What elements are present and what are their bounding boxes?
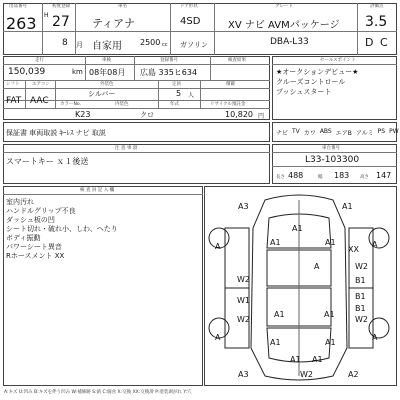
displacement-unit: cc <box>162 42 168 48</box>
damage-code: A3 <box>238 202 249 211</box>
color-no-value: K23 <box>75 110 91 119</box>
lot-label: 出品番号 <box>9 4 27 9</box>
plate-label: 登録番号 <box>160 58 178 63</box>
length-label: 長さ <box>276 175 285 180</box>
damage-code: A1 <box>325 338 336 347</box>
grade-label: グレード <box>275 4 293 9</box>
mileage-value: 150,039 <box>8 67 46 77</box>
color-value: シルバー <box>88 90 116 98</box>
color-label: 外装色 <box>100 82 114 87</box>
equip-nav: ナビ <box>276 130 289 137</box>
damage-code: A <box>372 240 378 249</box>
damage-code: B1 <box>355 292 366 301</box>
model-name: ティアナ <box>92 17 136 30</box>
damage-code: A1 <box>270 338 281 347</box>
damage-code: A1 <box>325 238 336 247</box>
inspector-line-6: パワーシート異音 <box>6 243 62 251</box>
width-label: 幅 <box>318 175 323 180</box>
notes-text: スマートキー ｘ１後送 <box>6 157 89 166</box>
equip-leather: カワ <box>303 130 316 137</box>
height-value: 147 <box>376 171 392 180</box>
mileage-label: 走行 <box>35 58 44 63</box>
inspector-line-2: ハンドルグリップ不良 <box>6 207 76 215</box>
int-color-label: 内装色 <box>115 102 129 107</box>
load-label: 積載 <box>226 82 235 87</box>
width-value: 183 <box>334 171 350 180</box>
equip-alloy: アルミ <box>355 130 374 137</box>
damage-code: A1 <box>274 310 285 319</box>
capacity-value: 5 <box>176 89 182 98</box>
model-label: 車名 <box>118 4 127 9</box>
damage-code: A1 <box>312 355 323 364</box>
damage-code: B1 <box>355 304 366 313</box>
damage-code: A <box>215 333 221 342</box>
damage-code: W2 <box>237 315 250 324</box>
recycle-unit: 円 <box>258 113 265 120</box>
damage-code: A <box>215 242 221 251</box>
model-code: DBA-L33 <box>270 37 309 47</box>
docs-text: 保証書 車両取説 ｷｰﾚｽ ナビ 取説 <box>6 129 106 137</box>
inspection-value: 08年08月 <box>89 68 126 77</box>
int-color-value: クロ <box>140 111 154 119</box>
chassis-label: 車台番号 <box>322 146 340 151</box>
damage-code: A <box>314 262 320 271</box>
score-value: 3.5 <box>365 14 388 30</box>
height-label: 高さ <box>360 175 369 180</box>
equip-airbag: エアB <box>335 130 352 137</box>
ext-score: C <box>380 36 388 49</box>
displacement-value: 2500 <box>140 38 161 47</box>
notes-title: 注 意 事 項 <box>115 146 138 151</box>
damage-code: W2 <box>237 275 250 284</box>
shift-value: FAT <box>6 96 22 106</box>
equip-abs: ABS <box>319 128 332 135</box>
damage-code: W2 <box>300 370 313 379</box>
equip-tv: TV <box>292 128 300 135</box>
chassis-value: L33-103300 <box>305 155 360 165</box>
inspection-result-label: 検査結果 <box>228 58 246 63</box>
damage-code: A1 <box>270 238 281 247</box>
damage-code: A2 <box>348 370 359 379</box>
damage-legend: A:キズ U:凹み B:キズを伴う凹み W:補修跡 S:錆 C:腐食 X:交換 XX:交換済 P:塗装剥がれ Y:穴 <box>4 390 192 395</box>
sales-point-2: クルーズコントロール <box>276 78 346 86</box>
recycle-label: リサイクル預託金 <box>210 102 246 107</box>
score-label: 評価点 <box>370 4 384 9</box>
damage-code: W1 <box>237 296 250 305</box>
damage-code: A1 <box>292 224 303 233</box>
year-label: 初度登録 <box>52 4 70 9</box>
damage-code: A1 <box>342 202 353 211</box>
damage-code: B1 <box>355 276 366 285</box>
damage-code: W2 <box>355 315 368 324</box>
inspection-label: 車検 <box>102 58 111 63</box>
damage-code: A1 <box>290 355 301 364</box>
inspector-title: 検 査 員 記 入 欄 <box>80 188 115 193</box>
equip-ps: PS <box>377 128 386 135</box>
usage-value: 自家用 <box>92 41 122 52</box>
int-score: D <box>365 36 374 49</box>
year-value: 27 <box>52 14 70 30</box>
doors-value: 4SD <box>180 16 201 27</box>
shift-label: シフト <box>6 82 20 87</box>
color-no-label: カラーNo. <box>60 102 81 107</box>
recycle-value: 10,820 <box>225 110 253 119</box>
inspector-line-7: Rホースメント XX <box>6 252 65 260</box>
damage-code: A3 <box>238 370 249 379</box>
damage-code: A1 <box>324 310 335 319</box>
length-value: 488 <box>288 171 304 180</box>
damage-code: XX <box>348 245 359 254</box>
damage-code: W2 <box>355 262 368 271</box>
ac-label: エアコン <box>32 82 50 87</box>
mileage-unit: km <box>72 68 83 76</box>
capacity-unit: 人 <box>188 92 195 99</box>
doors-label: ドア形状 <box>180 4 198 9</box>
equipment-list <box>276 128 399 137</box>
tax-label: 年式 <box>170 102 179 107</box>
month-value: 8 <box>62 38 68 48</box>
inspector-line-1: 室内汚れ <box>6 198 34 206</box>
capacity-label: 定員 <box>172 82 181 87</box>
inspector-line-4: シート切れ・破れ小、しわ、へたり <box>6 225 118 233</box>
era-prefix: H <box>44 12 49 19</box>
damage-code: A <box>372 333 378 342</box>
inspector-line-5: ボディ振動 <box>6 234 41 242</box>
fuel-value: ガソリン <box>180 41 208 49</box>
sales-point-3: プッシュスタート <box>276 88 332 96</box>
equip-pw: PW <box>389 128 399 135</box>
ac-value: AAC <box>30 96 49 106</box>
plate-value: 広島 335ヒ634 <box>140 68 198 77</box>
inspector-line-3: ダッシュ板の凹 <box>6 216 55 224</box>
sales-points-title: セールスポイント <box>320 58 356 63</box>
grade-value: XV ナビ AVMパッケージ <box>228 20 340 31</box>
lot-number: 263 <box>6 14 37 33</box>
month-unit: 月 <box>76 41 83 49</box>
sales-point-1: ★オークションデビュー★ <box>276 68 359 76</box>
